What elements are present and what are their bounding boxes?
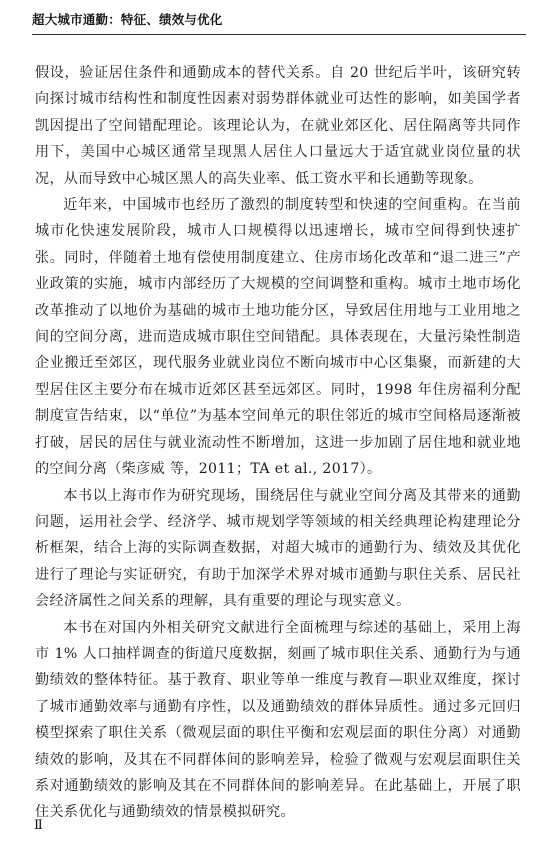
paragraph-3: 本书以上海市作为研究现场，围绕居住与就业空间分离及其带来的通勤问题，运用社会学、经济学、城市规划学等领域的相关经典理论构建理论分析框架，结合上海的实际调查数据，对超大城市的通勤行为、绩效及其优化进行了理论与实证研究，有助于加深学术界对城市通勤与职住关系、居民社会经济属性之间关系的理解，具有重要的理论与现实意义。 <box>35 487 521 610</box>
running-head-title: 超大城市通勤：特征、绩效与优化 <box>32 12 223 27</box>
body-text <box>35 60 521 826</box>
paragraph-1: 假设，验证居住条件和通勤成本的替代关系。自 20 世纪后半叶，该研究转向探讨城市结构性和制度性因素对弱势群体就业可达性的影响，如美国学者凯因提出了空间错配理论。该理论认为，在就业郊区化、居住隔离等共同作用下，美国中心城区通常呈现黑人居住人口量远大于适宜就业岗位量的状况，从而导致中心城区黑人的高失业率、低工资水平和长通勤等现象。 <box>35 65 521 187</box>
header-rule <box>32 34 526 35</box>
paragraph-4: 本书在对国内外相关研究文献进行全面梳理与综述的基础上，采用上海市 1% 人口抽样调查的街道尺度数据，刻画了城市职住关系、通勤行为与通勤绩效的整体特征。基于教育、职业等单一维度与教育—职业双维度，探讨了城市通勤效率与通勤有序性，以及通勤绩效的群体异质性。通过多元回归模型探索了职住关系（微观层面的职住平衡和宏观层面的职住分离）对通勤绩效的影响，及其在不同群体间的影响差异，检验了微观与宏观层面职住关系对通勤绩效的影响及其在不同群体间的影响差异。在此基础上，开展了职住关系优化与通勤绩效的情景模拟研究。 <box>35 619 521 821</box>
page-number: Ⅱ <box>34 818 43 833</box>
paragraph-2: 近年来，中国城市也经历了激烈的制度转型和快速的空间重构。在当前城市化快速发展阶段，城市人口规模得以迅速增长，城市空间得到快速扩张。同时，伴随着土地有偿使用制度建立、住房市场化改革和“退二进三”产业政策的实施，城市内部经历了大规模的空间调整和重构。城市土地市场化改革推动了以地价为基础的城市土地功能分区，导致居住用地与工业用地之间的空间分离，进而造成城市职住空间错配。具体表现在，大量污染性制造企业搬迁至郊区，现代服务业就业岗位不断向城市中心区集聚，而新建的大型居住区主要分布在城市近郊区甚至远郊区。同时，1998 年住房福利分配制度宣告结束，以“单位”为基本空间单元的职住邻近的城市空间格局逐渐被打破，居民的居住与就业流动性不断增加，这进一步加剧了居住地和就业地的空间分离（柴彦威 等，2011；TA et al., 2017）。 <box>35 197 521 478</box>
